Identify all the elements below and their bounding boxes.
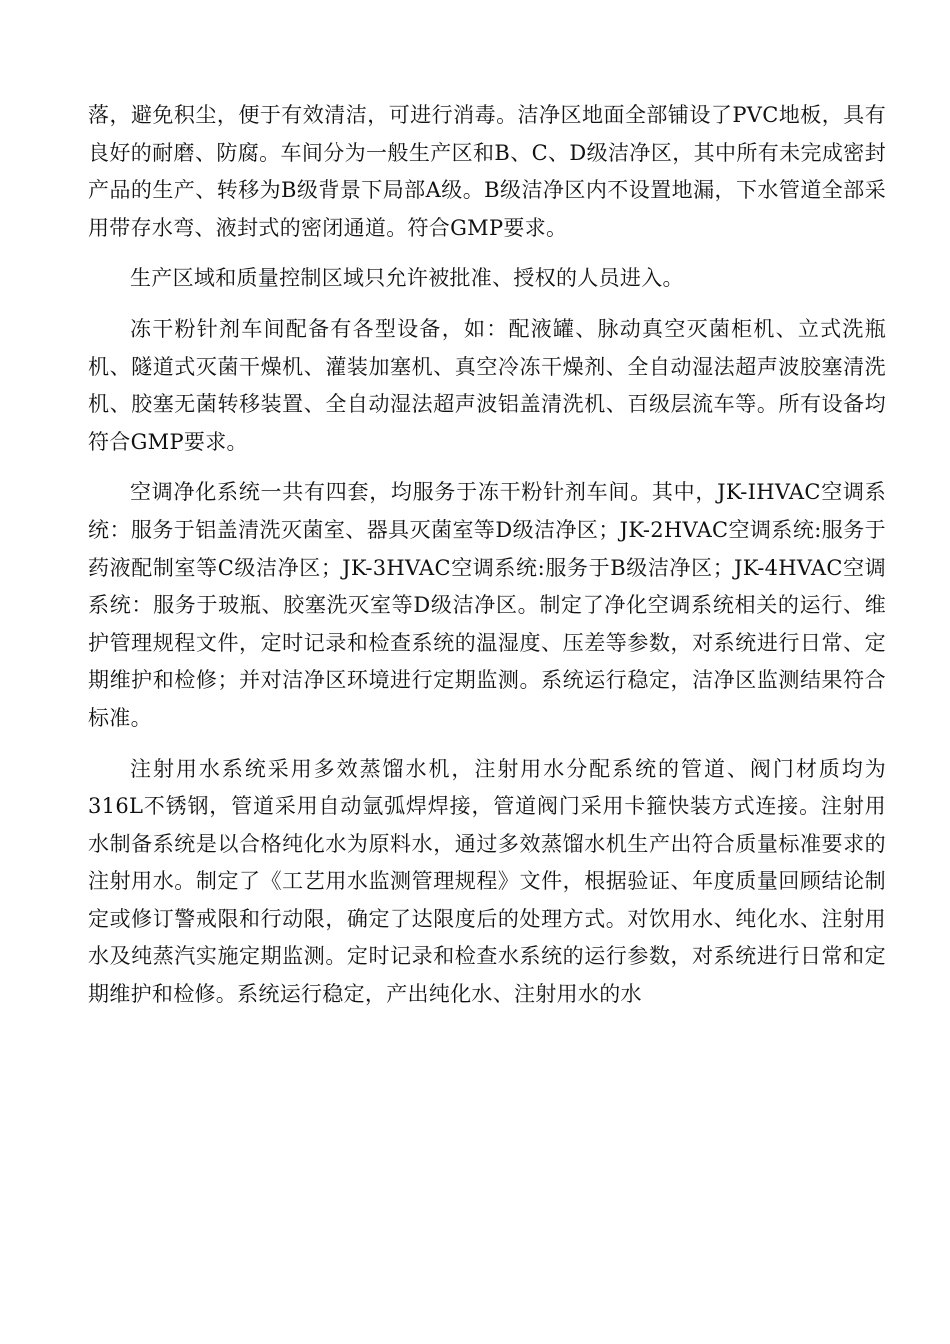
paragraph-cleanroom-floor: 落，避免积尘，便于有效清洁，可进行消毒。洁净区地面全部铺设了PVC地板，具有良好的耐磨、防腐。车间分为一般生产区和B、C、D级洁净区，其中所有未完成密封产品的生产、转移为B级背景下局部A级。B级洁净区内不设置地漏，下水管道全部采用带存水弯、液封式的密闭通道。符合GMP要求。 xyxy=(88,103,886,240)
document-body xyxy=(88,97,886,1027)
paragraph-access-control: 生产区域和质量控制区域只允许被批准、授权的人员进入。 xyxy=(130,266,684,291)
paragraph-equipment: 冻干粉针剂车间配备有各型设备，如：配液罐、脉动真空灭菌柜机、立式洗瓶机、隧道式灭菌干燥机、灌装加塞机、真空冷冻干燥剂、全自动湿法超声波胶塞清洗机、胶塞无菌转移装置、全自动湿法超声波铝盖清洗机、百级层流车等。所有设备均符合GMP要求。 xyxy=(88,316,886,454)
paragraph-hvac-system: 空调净化系统一共有四套，均服务于冻干粉针剂车间。其中，JK-IHVAC空调系统：服务于铝盖清洗灭菌室、器具灭菌室等D级洁净区；JK-2HVAC空调系统:服务于药液配制室等C级洁净区；JK-3HVAC空调系统:服务于B级洁净区；JK-4HVAC空调系统：服务于玻瓶、胶塞洗灭室等D级洁净区。制定了净化空调系统相关的运行、维护管理规程文件，定时记录和检查系统的温湿度、压差等参数，对系统进行日常、定期维护和检修；并对洁净区环境进行定期监测。系统运行稳定，洁净区监测结果符合标准。 xyxy=(88,480,886,730)
paragraph-water-system: 注射用水系统采用多效蒸馏水机，注射用水分配系统的管道、阀门材质均为316L不锈钢，管道采用自动氩弧焊焊接，管道阀门采用卡箍快装方式连接。注射用水制备系统是以合格纯化水为原料水，通过多效蒸馏水机生产出符合质量标准要求的注射用水。制定了《工艺用水监测管理规程》文件，根据验证、年度质量回顾结论制定或修订警戒限和行动限，确定了达限度后的处理方式。对饮用水、纯化水、注射用水及纯蒸汽实施定期监测。定时记录和检查水系统的运行参数，对系统进行日常和定期维护和检修。系统运行稳定，产出纯化水、注射用水的水 xyxy=(88,756,886,1007)
